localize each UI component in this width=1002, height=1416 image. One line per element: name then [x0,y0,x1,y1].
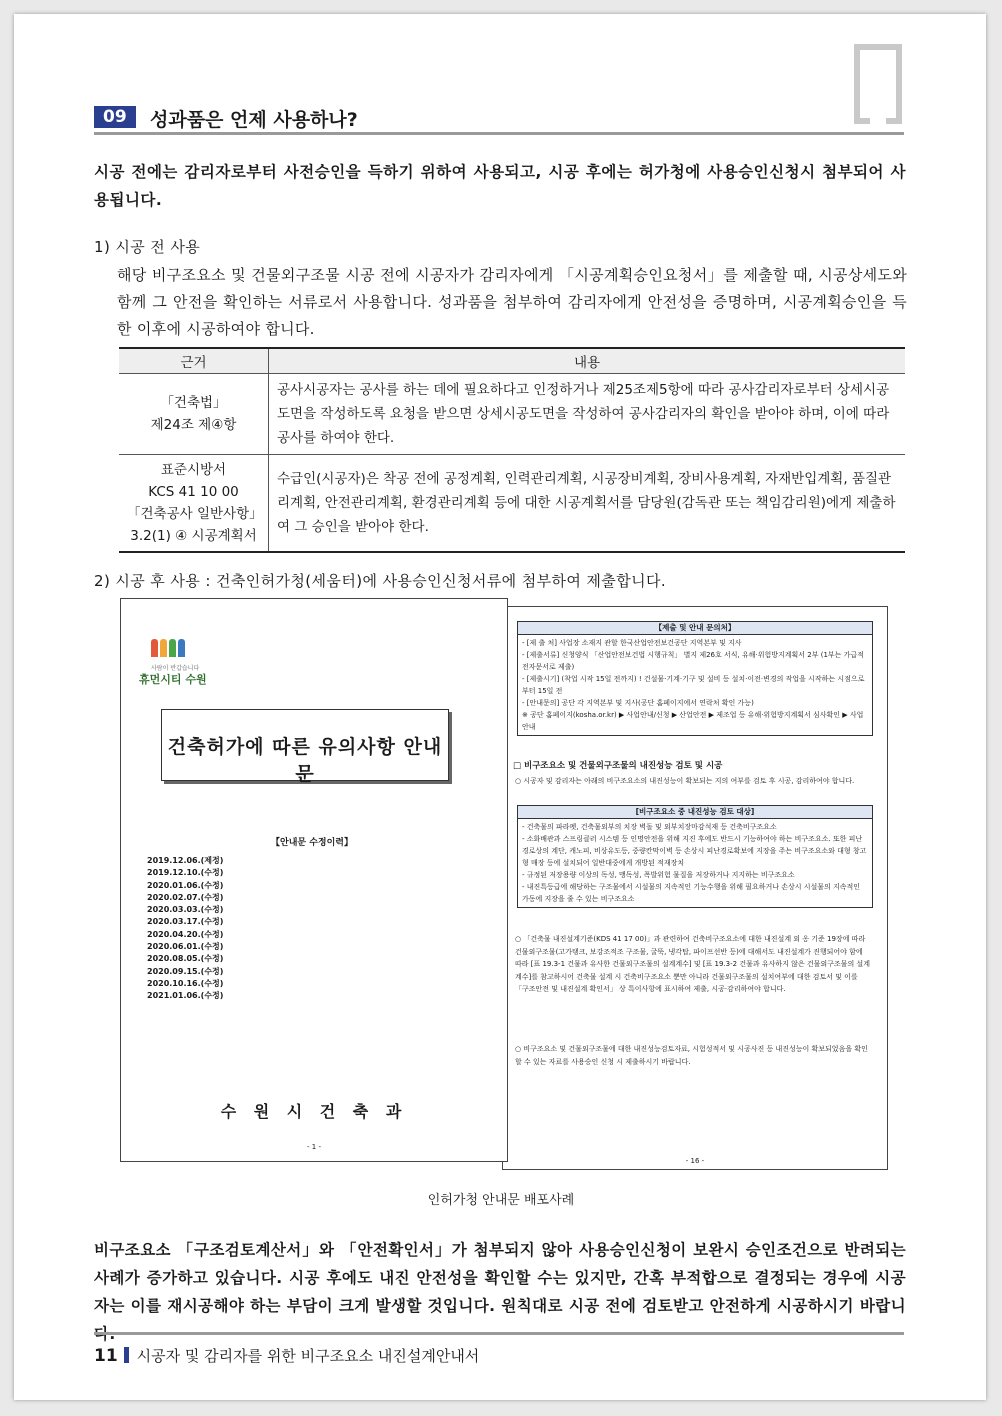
document-page [14,14,986,1400]
suwon-logo-icon [151,639,191,663]
notice-document-cover [120,598,508,1162]
list-item: 2020.01.06.(수정) [147,880,224,890]
right-doc-page-number: - 16 - [685,1157,705,1165]
list-item: 2021.01.06.(수정) [147,991,224,1001]
table-header-content: 내용 [269,348,906,374]
lead-paragraph: 시공 전에는 감리자로부터 사전승인을 득하기 위하여 사용되고, 시공 후에는 허가청에 사용승인신청시 첨부되어 사용됩니다. [94,163,906,209]
list-item: - [제출시기] (착업 시작 15일 전까지) ! 건설물·기계·기구 및 설비 등 설치·이전·변경의 작업을 시작하는 시점으로부터 15일 전 [522,675,865,695]
basis-table [119,347,905,553]
logo-slogan: 사람이 반갑습니다 [151,665,200,672]
basis-line: 3.2(1) ④ 시공계획서 [130,528,257,544]
table-header-row [119,348,905,374]
page-number: 11 [94,1346,118,1366]
list-item: - [제 출 처] 사업장 소재지 관할 한국산업안전보건공단 지역본부 및 지사 [522,639,742,647]
list-item: 2020.02.07.(수정) [147,892,224,902]
section-title: 성과품은 언제 사용하나? [150,109,358,131]
revision-list [147,855,223,1003]
section-header [94,102,904,135]
submission-note: ○ 비구조요소 및 건물외구조물에 대한 내진성능검토자료, 시험성적서 및 시공사진 등 내진성능이 확보되었음을 확인할 수 있는 자료를 사용승인 신청 시 제출하시기 바랍니다. [515,1045,868,1066]
content-cell: 공사시공자는 공사를 하는 데에 필요하다고 인정하거나 제25조제5항에 따라 공사감리자로부터 상세시공도면을 작성하도록 요청을 받으면 상세시공도면을 작성하여 공사감리자의 확인을 받아야 하며, 이에 따라 공사를 하여야 한다. [269,374,906,455]
table-header-basis: 근거 [119,348,269,374]
list-item: - [안내문의] 공단 각 지역본부 및 지사(공단 홈페이지에서 연락처 확인 가능) [522,699,754,707]
submission-info-box [517,621,873,736]
basis-cell [119,455,269,553]
basis-line: KCS 41 10 00 [148,484,239,500]
closing-paragraph: 비구조요소 「구조검토계산서」와 「안전확인서」가 첨부되지 않아 사용승인신청이 보완시 승인조건으로 반려되는 사례가 증가하고 있습니다. 시공 후에도 내진 안전성을 확인할 수는 있지만, 간혹 부적합으로 결정되는 경우에 시공자는 이를 재시공해야 하는 부담이 크게 발생할 것입니다. 원칙대로 시공 전에 검토받고 안전하게 시공하시기 바랍니다. [94,1241,906,1343]
footer-title: 시공자 및 감리자를 위한 비구조요소 내진설계안내서 [136,1347,480,1365]
part1-heading: 1) 시공 전 사용 [94,238,201,256]
submission-box-title: 【제출 및 안내 문의처】 [518,622,872,635]
list-item: 2020.04.20.(수정) [147,929,224,939]
revision-history-title: 【안내문 수정이력】 [271,838,353,848]
content-cell: 수급인(시공자)은 착공 전에 공정계획, 인력관리계획, 시공장비계획, 장비사용계획, 자재반입계획, 품질관리계획, 안전관리계획, 환경관리계획 등에 대한 시공계획서를 담당원(감독관 또는 책임감리원)에게 제출하여 그 승인을 받아야 한다. [269,455,906,553]
list-item: 2020.09.15.(수정) [147,966,224,976]
basis-cell [119,374,269,455]
review-note: ○ 시공자 및 감리자는 아래의 비구조요소의 내진성능이 확보되는 지의 여부를 검토 후 시공, 감리하여야 합니다. [515,777,855,785]
page-footer [94,1332,904,1366]
list-item: 2020.03.03.(수정) [147,905,224,915]
part2-heading: 2) 시공 후 사용 : 건축인허가청(세움터)에 사용승인신청서류에 첨부하여 제출합니다. [94,572,667,590]
list-item: - 소화배관과 스프링클러 시스템 등 인명안전을 위해 지진 후에도 반드시 기능하여야 하는 비구조요소. 또한 피난경로상의 계단, 캐노피, 비상유도등, 중량칸막이벽 등 손상시 피난경로확보에 지장을 주는 비구조요소와 대형 창고형 매장 등에 설치되어 일반대중에게 개방된 적재장치 [522,835,867,867]
footer-bar-decoration [124,1347,129,1363]
basis-line: 제24조 제④항 [150,417,237,433]
basis-line: 「건축법」 [160,395,227,411]
table-row [119,455,905,553]
list-item: - 건축물의 파라펫, 건축물외부의 치장 벽돌 및 외부치장마감석재 등 건축비구조요소 [522,823,777,831]
list-item: 2019.12.10.(수정) [147,868,224,878]
review-target-box [517,805,873,908]
seismic-review-title: □ 비구조요소 및 건물외구조물의 내진성능 검토 및 시공 [513,761,723,771]
review-target-title: [비구조요소 중 내진성능 검토 대상] [518,806,872,819]
list-item: 2020.08.05.(수정) [147,954,224,964]
list-item: ※ 공단 홈페이지(kosha.or.kr) ▶ 사업안내/신청 ▶ 산업안전 ▶ 제조업 등 유해·위험방지계획서 심사확인 ▶ 사업안내 [522,711,864,731]
notice-title-box [161,709,449,785]
notice-document-page16 [502,606,888,1170]
list-item: - 규정된 저장용량 이상의 독성, 맹독성, 폭발위험 물질을 저장하거나 지지하는 비구조요소 [522,871,795,879]
list-item: - [제출서류] 신청양식 「산업안전보건법 시행규칙」 별지 제26호 서식, 유해·위험방지계획서 2부 (1부는 가급적 전자문서로 제출) [522,651,864,671]
table-row [119,374,905,455]
basis-line: 「건축공사 일반사항」 [127,506,263,522]
list-item: 2020.10.16.(수정) [147,978,224,988]
list-item: 2020.06.01.(수정) [147,942,224,952]
list-item: - 내진특등급에 해당하는 구조물에서 시설물의 지속적인 기능수행을 위해 필요하거나 손상시 시설물의 지속적인 가동에 지장을 줄 수 있는 비구조요소 [522,883,861,903]
list-item: 2020.03.17.(수정) [147,917,224,927]
list-item: 2019.12.06.(제정) [147,856,224,865]
basis-line: 표준시방서 [160,462,227,478]
section-number: 09 [94,106,136,128]
part1-body: 해당 비구조요소 및 건물외구조물 시공 전에 시공자가 감리자에게 「시공계획승인요청서」를 제출할 때, 시공상세도와 함께 그 안전을 확인하는 서류로서 사용합니다. 성과품을 첨부하여 감리자에게 안전성을 증명하며, 시공계획승인을 득한 이후에 시공하여야 합니다. [117,266,907,338]
left-doc-page-number: - 1 - [307,1143,321,1151]
design-standard-note: ○ 「건축물 내진설계기준(KDS 41 17 00)」과 관련하여 건축비구조요소에 대한 내진설계 외 옹 기준 19장에 따라 건물외구조물(고가탱크, 보강조적조 구조물, 굴뚝, 냉각탑, 파이프선반 등)에 대해서도 내진설계가 진행되어야 함에 따라 [표 19.3-1 건물과 유사한 건물외구조물의 설계계수] 및 [표 19.3-2 건물과 유사하지 않은 건물외구조물의 설계계수]를 참고하시어 건축물 설계 시 건축비구조요소 뿐만 아니라 건물외구조물의 설치여부에 대한 검토서 및 이를 「구조안전 및 내진설계 확인서」 상 특이사항에 표시하여 제출, 시공·감리하여야 합니다. [515,935,870,993]
department-name: 수 원 시 건 축 과 [220,1102,408,1121]
logo-name: 휴먼시티 수원 [139,673,207,686]
notice-title: 건축허가에 따른 유의사항 안내문 [167,736,443,785]
figure-caption: 인허가청 안내문 배포사례 [427,1193,575,1208]
